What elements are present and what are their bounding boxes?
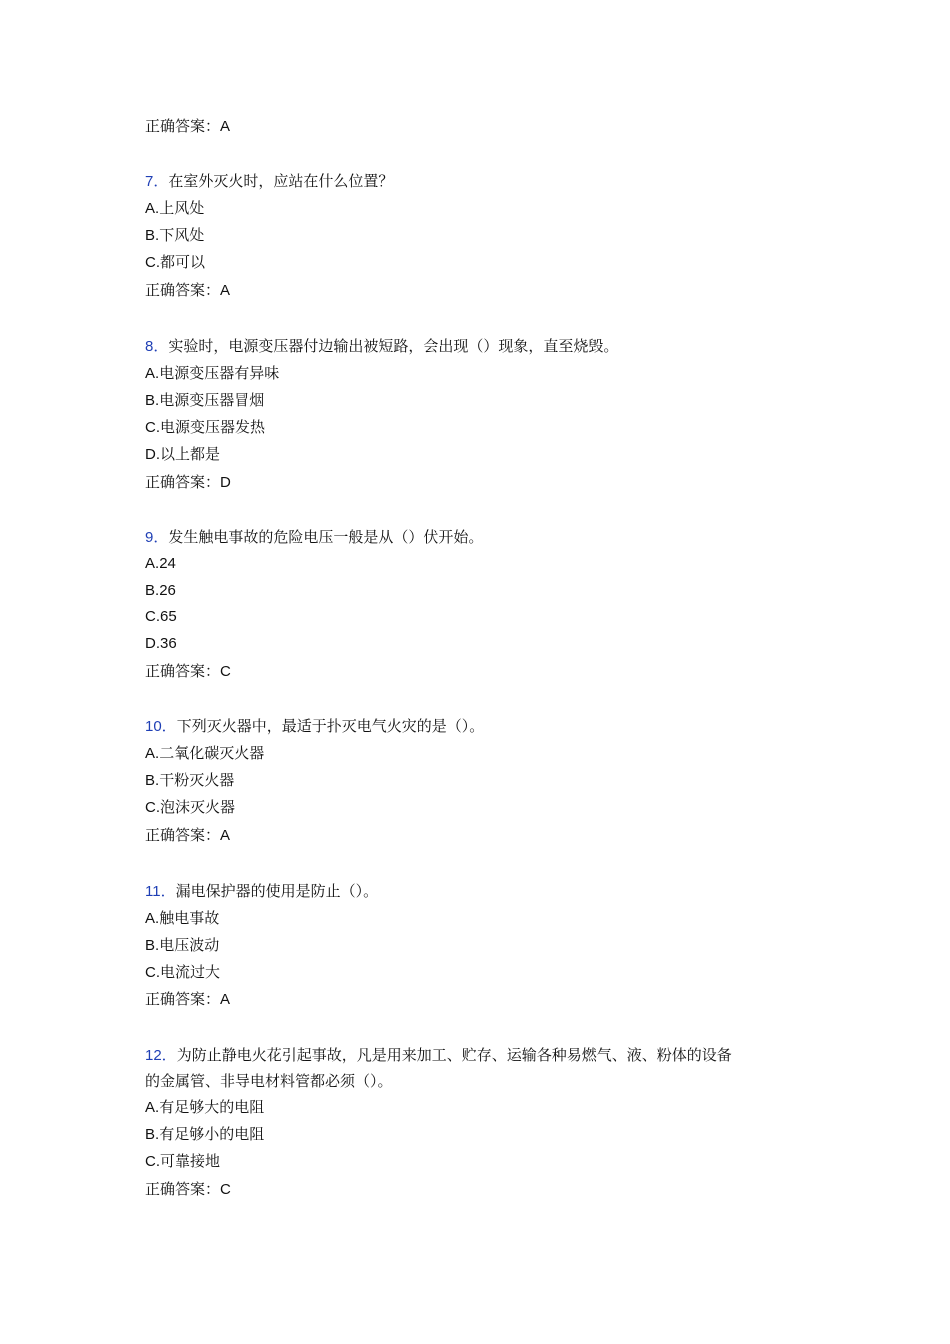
question-number: 11．	[145, 883, 176, 900]
question-9	[145, 526, 483, 549]
question-text: 下列灭火器中，最适于扑灭电气火灾的是（）。	[176, 717, 485, 735]
question-number: 9．	[145, 529, 169, 546]
option-c: C.电源变压器发热	[145, 418, 266, 436]
answer-value: C	[220, 1181, 231, 1198]
question-text: 为防止静电火花引起事故，凡是用来加工、贮存、运输各种易燃气、液、粉体的设备	[176, 1046, 732, 1064]
question-text: 漏电保护器的使用是防止（）。	[175, 882, 379, 900]
answer-label: 正确答案：	[145, 281, 221, 299]
option-b: B.干粉灭火器	[145, 771, 235, 789]
answer-line	[145, 279, 230, 302]
answer-label: 正确答案：	[145, 117, 221, 135]
question-text: 实验时，电源变压器付边输出被短路，会出现（）现象，直至烧毁。	[168, 337, 619, 355]
answer-label: 正确答案：	[145, 1180, 221, 1198]
question-8	[145, 335, 618, 358]
answer-value: A	[220, 282, 231, 299]
answer-value: A	[220, 827, 231, 844]
question-text-continued: 的金属管、非导电材料管都必须（）。	[145, 1072, 393, 1090]
answer-value: A	[220, 991, 231, 1008]
option-a: A.二氧化碳灭火器	[145, 744, 265, 762]
option-b: B.有足够小的电阻	[145, 1125, 265, 1143]
option-b: B.26	[145, 582, 176, 599]
option-b: B.电源变压器冒烟	[145, 391, 265, 409]
answer-value: C	[220, 663, 231, 680]
answer-value: A	[220, 118, 231, 135]
answer-line	[145, 471, 231, 494]
option-b: B.下风处	[145, 226, 205, 244]
document-page	[145, 0, 825, 1344]
option-c: C.可靠接地	[145, 1152, 221, 1170]
question-number: 8．	[145, 338, 169, 355]
question-10	[145, 715, 484, 738]
question-11	[145, 880, 378, 903]
option-a: A.24	[145, 555, 176, 572]
question-text: 发生触电事故的危险电压一般是从（）伏开始。	[168, 528, 484, 546]
answer-line	[145, 1178, 231, 1201]
option-a: A.上风处	[145, 199, 205, 217]
answer-label: 正确答案：	[145, 662, 221, 680]
question-12	[145, 1044, 732, 1067]
question-text: 在室外灭火时，应站在什么位置？	[168, 172, 394, 190]
answer-label: 正确答案：	[145, 826, 221, 844]
option-d: D.以上都是	[145, 445, 221, 463]
question-number: 7．	[145, 173, 169, 190]
question-number: 12．	[145, 1047, 177, 1064]
option-c: C.电流过大	[145, 963, 221, 981]
option-a: A.电源变压器有异味	[145, 364, 280, 382]
option-b: B.电压波动	[145, 936, 220, 954]
option-a: A.触电事故	[145, 909, 220, 927]
option-c: C.65	[145, 608, 177, 625]
answer-line	[145, 660, 231, 683]
answer-line	[145, 988, 230, 1011]
option-c: C.都可以	[145, 253, 206, 271]
answer-value: D	[220, 474, 231, 491]
answer-line	[145, 824, 230, 847]
question-number: 10．	[145, 718, 177, 735]
option-d: D.36	[145, 635, 177, 652]
question-7	[145, 170, 393, 193]
answer-label: 正确答案：	[145, 990, 221, 1008]
option-c: C.泡沫灭火器	[145, 798, 236, 816]
option-a: A.有足够大的电阻	[145, 1098, 265, 1116]
answer-line	[145, 115, 230, 138]
answer-label: 正确答案：	[145, 473, 221, 491]
